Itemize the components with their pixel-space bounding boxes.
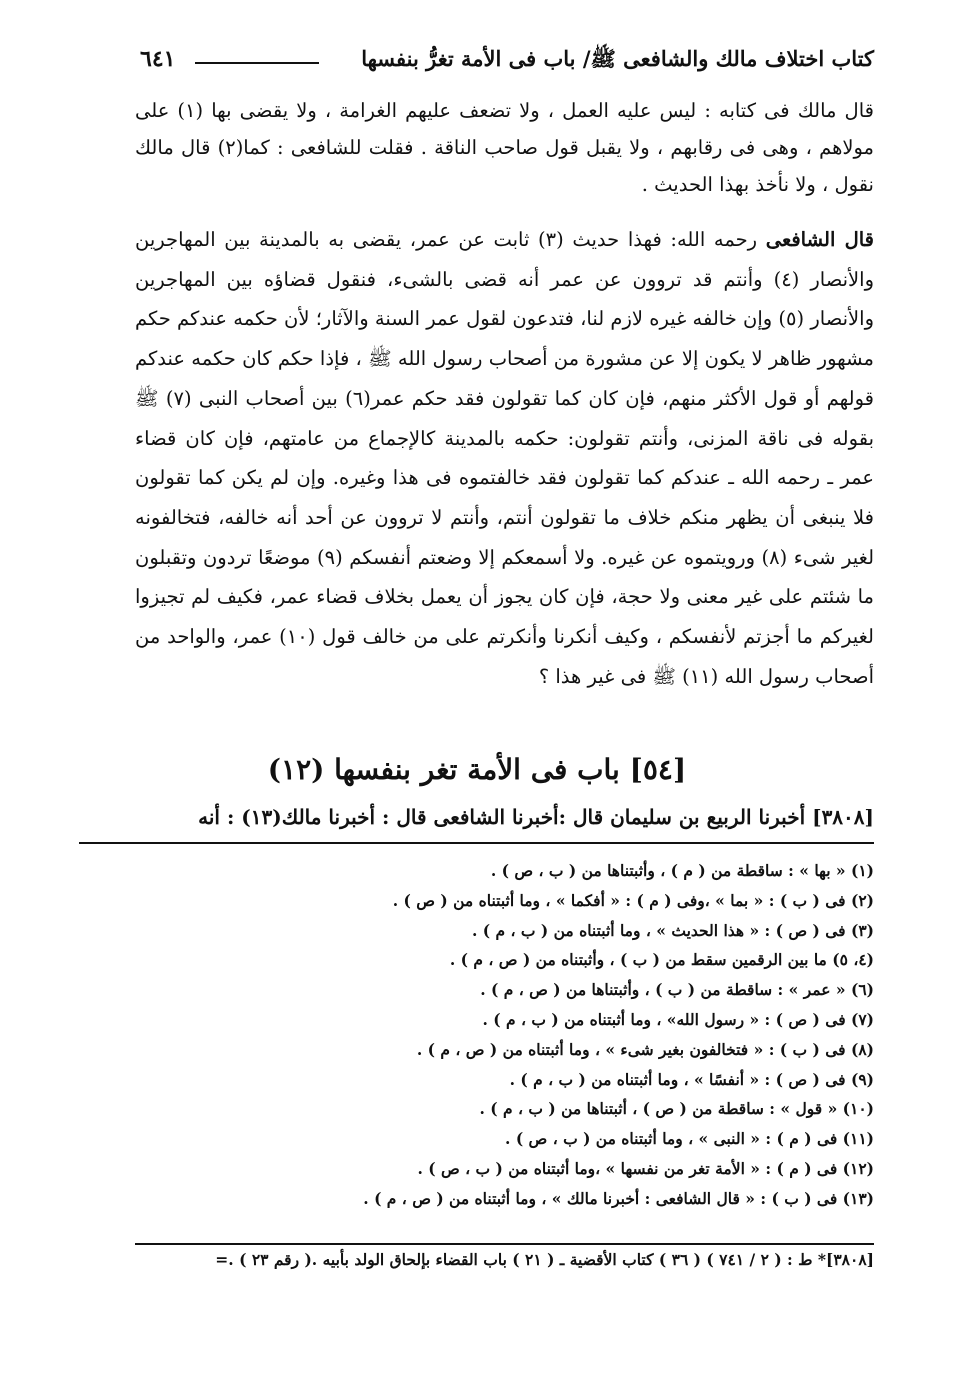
footnote-separator (79, 842, 874, 844)
running-header (140, 40, 874, 80)
header-rule (195, 62, 319, 64)
hadith-heading: [٣٨٠٨] أخبرنا الربيع بن سليمان قال :أخبرنا الشافعى قال : أخبرنا مالك(١٣) : أنه (198, 805, 874, 829)
paragraph-lead: قال الشافعى (765, 228, 875, 251)
paragraph-text: رحمه الله: فهذا حديث (٣) ثابت عن عمر، يقضى به بالمدينة بين المهاجرين والأنصار (٤) وأنتم قد تروون عن عمر أنه قضى بالشىء، فنقول قضاؤه بين المهاجرين والأنصار (٥) وإن خالفه غيره لازم لنا، فتدعون لقول عمر السنة والآثار؛ لأن حكمه عندكم حكم مشهور ظاهر لا يكون إلا عن مشورة من أصحاب رسول الله ﷺ ، فإذا حكم كان حكمه عندكم قولهم أو قول الأكثر منهم، فإن كان كما تقولون فقد حكم عمر(٦) بين أصحاب النبى (٧) ﷺ بقوله فى ناقة المزنى، وأنتم تقولون: حكمه بالمدينة كالإجماع من عامتهم، فإن كان قضاء عمر ـ رحمه الله ـ عندكم كما تقولون فقد خالفتموه فى هذا وغيره. وإن لم يكن كما تقولون فلا ينبغى أن يظهر منكم خلاف ما تقولون أنتم، وأنتم لا تروون عن أحد أنه خالفه، فتخالفونه لغير شىء (٨) ورويتموه عن غيره. ولا أسمعكم إلا وضعتم أنفسكم (٩) موضعًا تردون وتقبلون ما شئتم على غير معنى ولا حجة، فإن كان يجوز أن يعمل بخلاف قضاء عمر، فكيف لم تجيزوا لغيركم ما أجزتم لأنفسكم ، وكيف أنكرنا وأنكرتم على من خالف قول (١٠) عمر، والواحد من أصحاب رسول الله (١١) ﷺ فى غير هذا ؟ (135, 228, 875, 688)
page-number: ٦٤١ (140, 46, 176, 72)
footnote: (٨) فى ( ب ) : « فتخالفون بغير شىء » ، وما أثبتناه من ( ص ، م ) . (416, 1039, 874, 1059)
footnote: (٣) فى ( ص ) : « هذا الحديث » ، وما أثبتناه من ( ب ، م ) . (471, 920, 874, 940)
footnote: (١٠) « قول » : ساقطة من ( ص ) ، أثبتناها من ( ب ، م ) . (479, 1099, 874, 1119)
footnote: (٦) « عمر » : ساقطة من ( ب ) ، وأثبتناها من ( ص ، م ) . (480, 980, 874, 1000)
footnote: (٤، ٥) ما بين الرقمين سقط من ( ب ) ، وأثبتناه من ( ص ، م ) . (449, 950, 874, 970)
running-header-title: كتاب اختلاف مالك والشافعى ﷺ/ باب فى الأمة تغرُّ بنفسها (361, 46, 874, 71)
section-title: [٥٤] باب فى الأمة تغر بنفسها (١٢) (267, 753, 687, 786)
footnotes (234, 856, 874, 1214)
footnote: (٢) فى ( ب ) : « بما » ،وفى ( م ) : « أفكما » ، وما أثبتناه من ( ص ) . (392, 890, 874, 910)
source-reference: [٣٨٠٨]* ط : ( ٢ / ٧٤١ ) ( ٣٦ ) كتاب الأقضية ـ ( ٢١ ) باب القضاء بإلحاق الولد بأبيه .( رقم ٢٣ ) .= (215, 1250, 874, 1269)
footnote: (١٣) فى ( ب ) : « قال الشافعى : أخبرنا مالك » ، وما أثبتناه من ( ص ، م ) . (363, 1188, 874, 1208)
paragraph-malik: قال مالك فى كتابه : ليس عليه العمل ، ولا تضعف عليهم الغرامة ، ولا يقضى بها (١) على مولاهم ، وهى فى رقابهم ، ولا يقبل قول صاحب الناقة . فقلت للشافعى : كما(٢) قال مالك نقول ، ولا نأخذ بهذا الحديث . (135, 99, 874, 196)
footnote: (١) « بها » : ساقطة من ( م ) ، وأثبتناها من ( ب ، ص ) . (490, 861, 874, 880)
footnote: (٩) فى ( ص ) : « أنفسًا » ، وما أثبتناه من ( ب ، م ) . (509, 1069, 874, 1089)
footnote: (١١) فى ( م ) : « النبى » ، وما أثبتناه من ( ب ، ص ) . (505, 1129, 874, 1149)
footnote: (٧) فى ( ص ) : « رسول الله» ، وما أثبتناه من ( ب ، م ) . (482, 1009, 874, 1029)
paragraph-shafii (135, 220, 874, 696)
footnote: (١٢) فى ( م ) : « الأمة تغر من نفسها » ،وما أثبتناه من ( ب ، ص ) . (417, 1158, 874, 1178)
footer-rule (135, 1243, 874, 1245)
